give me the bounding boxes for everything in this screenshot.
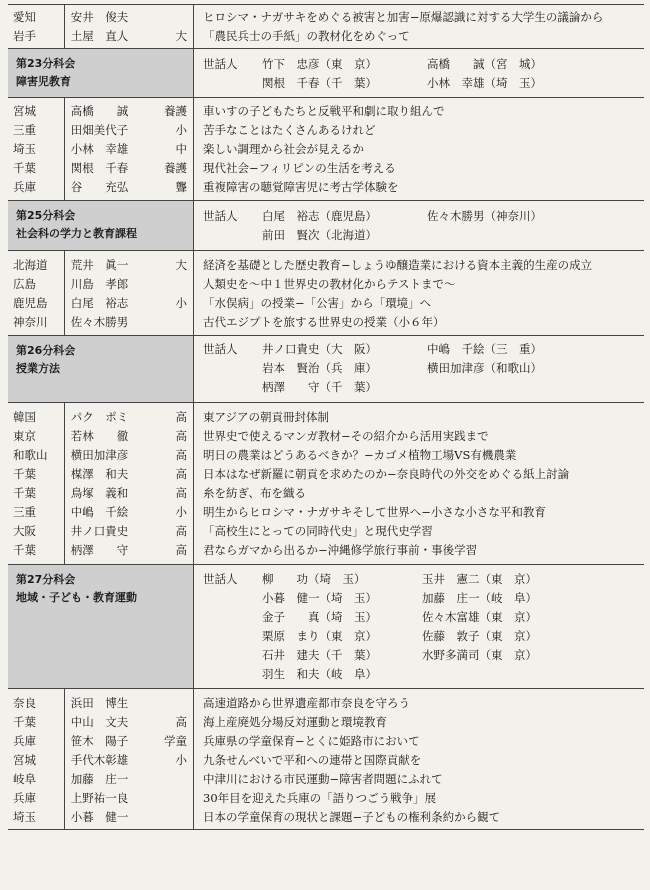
school-type: 高 (175, 524, 188, 538)
topic-row (194, 732, 644, 751)
school-type (155, 313, 193, 332)
author-name: 谷 充弘 (70, 180, 129, 194)
author-row (8, 484, 193, 503)
coordinator-name: 佐藤 敦子（東 京） (422, 629, 537, 643)
report-title: 現代社会−フィリピンの生活を考える (203, 161, 396, 175)
author-row (8, 121, 193, 140)
coordinator-label (194, 665, 262, 684)
author-name: 柄澤 守 (70, 543, 129, 557)
prefecture: 北海道 (13, 258, 48, 272)
coordinator-name: 水野多満司（東 京） (422, 648, 537, 662)
report-title: 明生からヒロシマ・ナガサキそして世界へ−小さな小さな平和教育 (203, 505, 546, 519)
author-row (8, 313, 193, 332)
coordinator-row (194, 226, 644, 245)
coordinator-row (194, 359, 644, 378)
column-divider (64, 98, 65, 200)
topic-row (194, 427, 644, 446)
prefecture: 三重 (13, 123, 36, 137)
prefecture: 三重 (13, 505, 36, 519)
topic-row (194, 121, 644, 140)
topic-row (194, 484, 644, 503)
session-number: 第23分科会 (16, 57, 76, 70)
entry-block (8, 250, 644, 335)
prefecture: 韓国 (13, 410, 36, 424)
prefecture: 千葉 (13, 715, 36, 729)
coordinator-name: 栗原 まり（東 京） (262, 629, 377, 643)
left-column (8, 98, 194, 200)
coordinator-row (194, 55, 644, 74)
author-name: 手代木彰雄 (70, 753, 129, 767)
report-title: 「農民兵士の手紙」の教材化をめぐって (203, 29, 410, 43)
left-column (8, 5, 194, 48)
session-title: 社会科の学力と教育課程 (16, 227, 137, 240)
document-page (8, 4, 644, 830)
author-name: 田畑美代子 (70, 123, 129, 137)
entry-block (8, 688, 644, 830)
coordinator-row (194, 570, 644, 589)
prefecture: 埼玉 (13, 142, 36, 156)
report-title: 「水俣病」の授業−「公害」から「環境」へ (203, 296, 432, 310)
report-title: 東アジアの朝貢冊封体制 (203, 410, 330, 424)
coordinator-label (194, 226, 262, 245)
author-list (8, 102, 193, 197)
session-number: 第26分科会 (16, 344, 76, 357)
coordinator-name: 井ノ口貴史（大 阪） (262, 342, 377, 356)
coordinator-name: 小林 幸雄（埼 玉） (427, 76, 542, 90)
author-row (8, 275, 193, 294)
prefecture: 岩手 (13, 29, 36, 43)
report-title: 日本の学童保育の現状と課題−子どもの権利条約から観て (203, 810, 501, 824)
right-column (194, 565, 644, 688)
coordinator-name: 金子 真（埼 玉） (262, 610, 377, 624)
school-type (155, 808, 193, 827)
author-row (8, 159, 193, 178)
coordinator-name (427, 378, 644, 397)
school-type: 高 (175, 448, 188, 462)
author-list (8, 694, 193, 827)
entry-block (8, 97, 644, 200)
prefecture: 千葉 (13, 161, 36, 175)
author-row (8, 713, 193, 732)
coordinator-label: 世話人 (203, 342, 238, 356)
school-type: 高 (175, 715, 188, 729)
session-title: 授業方法 (16, 362, 60, 375)
topic-list (194, 408, 644, 560)
author-list (8, 8, 193, 46)
author-name: 笹木 陽子 (70, 734, 129, 748)
topic-row (194, 713, 644, 732)
author-row (8, 465, 193, 484)
coordinator-label (194, 646, 262, 665)
coordinator-row (194, 627, 644, 646)
report-title: 人類史を〜中１世界史の教材化からテストまで〜 (203, 277, 456, 291)
topic-row (194, 140, 644, 159)
coordinator-name: 前田 賢次（北海道） (262, 228, 377, 242)
coordinator-name: 柄澤 守（千 葉） (262, 380, 377, 394)
session-title: 地域・子ども・教育運動 (16, 591, 137, 604)
topic-row (194, 178, 644, 197)
report-title: 糸を紡ぎ、布を織る (203, 486, 307, 500)
topic-row (194, 446, 644, 465)
section-header (8, 335, 644, 402)
school-type: 養護 (164, 104, 188, 118)
author-row (8, 27, 193, 46)
topic-row (194, 408, 644, 427)
topic-row (194, 789, 644, 808)
topic-list (194, 256, 644, 332)
author-name: 鳥塚 義和 (70, 486, 129, 500)
school-type: 高 (175, 410, 188, 424)
coordinator-row (194, 646, 644, 665)
left-column (8, 49, 194, 97)
coordinator-name: 小暮 健一（埼 玉） (262, 591, 377, 605)
school-type (155, 8, 193, 27)
topic-row (194, 770, 644, 789)
coordinator-label: 世話人 (203, 572, 238, 586)
prefecture: 兵庫 (13, 180, 36, 194)
author-name: 浜田 博生 (70, 696, 129, 710)
author-row (8, 694, 193, 713)
author-name: 白尾 裕志 (70, 296, 129, 310)
school-type: 養護 (164, 161, 188, 175)
author-name: 中嶋 千絵 (70, 505, 129, 519)
coordinator-name: 中嶋 千絵（三 重） (427, 342, 542, 356)
topic-row (194, 808, 644, 827)
coordinator-row (194, 207, 644, 226)
school-type: 聾 (175, 180, 188, 194)
author-name: 井ノ口貴史 (70, 524, 129, 538)
left-column (8, 201, 194, 250)
left-column (8, 689, 194, 829)
section-header (8, 564, 644, 688)
prefecture: 東京 (13, 429, 36, 443)
author-row (8, 102, 193, 121)
report-title: 君ならガマから出るか−沖縄修学旅行事前・事後学習 (203, 543, 478, 557)
coordinator-name: 加藤 庄一（岐 阜） (422, 591, 537, 605)
coordinator-label: 世話人 (203, 57, 238, 71)
author-name: 高橋 誠 (70, 104, 129, 118)
prefecture: 鹿児島 (13, 296, 48, 310)
prefecture: 大阪 (13, 524, 36, 538)
school-type (155, 770, 193, 789)
coordinator-name: 柳 功（埼 玉） (262, 572, 366, 586)
author-name: 関根 千春 (70, 161, 129, 175)
author-name: 佐々木勝男 (70, 315, 129, 329)
author-row (8, 8, 193, 27)
report-title: 楽しい調理から社会が見えるか (203, 142, 364, 156)
author-name: 川島 孝郎 (70, 277, 129, 291)
session-number: 第27分科会 (16, 573, 76, 586)
report-title: 中津川における市民運動−障害者問題にふれて (203, 772, 443, 786)
author-name: パク ポミ (70, 410, 129, 424)
author-row (8, 256, 193, 275)
coordinator-label (194, 378, 262, 397)
prefecture: 岐阜 (13, 772, 36, 786)
school-type: 小 (175, 296, 188, 310)
school-type: 小 (175, 753, 188, 767)
author-row (8, 770, 193, 789)
coordinator-name: 羽生 和夫（岐 阜） (262, 667, 377, 681)
coordinator-name (427, 226, 644, 245)
author-row (8, 732, 193, 751)
topic-row (194, 313, 644, 332)
author-row (8, 446, 193, 465)
author-row (8, 789, 193, 808)
topic-row (194, 159, 644, 178)
author-name: 加藤 庄一 (70, 772, 129, 786)
author-row (8, 751, 193, 770)
prefecture: 和歌山 (13, 448, 48, 462)
prefecture: 神奈川 (13, 315, 48, 329)
report-title: 海上産廃処分場反対運動と環境教育 (203, 715, 387, 729)
school-type (155, 694, 193, 713)
prefecture: 広島 (13, 277, 36, 291)
author-row (8, 541, 193, 560)
school-type: 中 (175, 142, 188, 156)
prefecture: 宮城 (13, 104, 36, 118)
prefecture: 兵庫 (13, 791, 36, 805)
school-type: 高 (175, 486, 188, 500)
prefecture: 千葉 (13, 543, 36, 557)
topic-row (194, 522, 644, 541)
coordinator-row (194, 608, 644, 627)
report-title: 「高校生にとっての同時代史」と現代史学習 (203, 524, 433, 538)
right-column (194, 49, 644, 97)
author-row (8, 294, 193, 313)
coordinator-name: 玉井 憲二（東 京） (422, 572, 537, 586)
author-name: 小暮 健一 (70, 810, 129, 824)
coordinator-row (194, 340, 644, 359)
topic-row (194, 465, 644, 484)
author-list (8, 408, 193, 560)
coordinator-label: 世話人 (203, 209, 238, 223)
right-column (194, 251, 644, 335)
report-title: 経済を基礎とした歴史教育−しょうゆ醸造業における資本主義的生産の成立 (203, 258, 593, 272)
author-name: 上野祐一良 (70, 791, 129, 805)
topic-row (194, 102, 644, 121)
coordinator-name: 石井 建夫（千 葉） (262, 648, 377, 662)
left-column (8, 336, 194, 402)
column-divider (64, 5, 65, 48)
coordinator-row (194, 378, 644, 397)
coordinator-name (422, 665, 644, 684)
author-name: 横田加津彦 (70, 448, 129, 462)
topic-row (194, 27, 644, 46)
entry-block (8, 402, 644, 564)
right-column (194, 5, 644, 48)
section-header (8, 48, 644, 97)
session-number: 第25分科会 (16, 209, 76, 222)
report-title: 重複障害の聴覚障害児に考古学体験を (203, 180, 399, 194)
report-title: 九条せんべいで平和への連帯と国際貢献を (203, 753, 422, 767)
school-type: 高 (175, 467, 188, 481)
school-type: 小 (175, 123, 188, 137)
school-type: 小 (175, 505, 188, 519)
author-row (8, 427, 193, 446)
report-title: 古代エジプトを旅する世界史の授業（小６年） (203, 315, 445, 329)
author-name: 安井 俊夫 (70, 10, 129, 24)
left-column (8, 403, 194, 564)
report-title: 兵庫県の学童保育−とくに姫路市において (203, 734, 420, 748)
right-column (194, 403, 644, 564)
author-row (8, 522, 193, 541)
prefecture: 千葉 (13, 467, 36, 481)
coordinator-name: 高橋 誠（宮 城） (427, 57, 542, 71)
coordinator-name: 佐々木勝男（神奈川） (427, 209, 542, 223)
school-type: 大 (175, 29, 188, 43)
author-row (8, 140, 193, 159)
author-name: 中山 文夫 (70, 715, 129, 729)
left-column (8, 251, 194, 335)
right-column (194, 201, 644, 250)
topic-row (194, 275, 644, 294)
coordinator-name: 白尾 裕志（鹿児島） (262, 209, 377, 223)
section-header (8, 200, 644, 250)
author-name: 小林 幸雄 (70, 142, 129, 156)
prefecture: 千葉 (13, 486, 36, 500)
topic-row (194, 256, 644, 275)
school-type (155, 789, 193, 808)
report-title: 高速道路から世界遺産都市奈良を守ろう (203, 696, 410, 710)
coordinator-row (194, 74, 644, 93)
coordinator-name: 岩本 賢治（兵 庫） (262, 361, 377, 375)
session-title: 障害児教育 (16, 75, 71, 88)
topic-list (194, 8, 644, 46)
topic-row (194, 751, 644, 770)
prefecture: 兵庫 (13, 734, 36, 748)
report-title: 世界史で使えるマンガ教材−その紹介から活用実践まで (203, 429, 489, 443)
coordinator-name: 関根 千春（千 葉） (262, 76, 377, 90)
right-column (194, 336, 644, 402)
coordinator-label (194, 627, 262, 646)
report-title: ヒロシマ・ナガサキをめぐる被害と加害−原爆認識に対する大学生の議論から (203, 10, 604, 24)
topic-row (194, 294, 644, 313)
prefecture: 愛知 (13, 10, 36, 24)
school-type: 高 (175, 543, 188, 557)
topic-row (194, 503, 644, 522)
right-column (194, 98, 644, 200)
topic-row (194, 541, 644, 560)
entry-block (8, 4, 644, 48)
coordinator-name: 竹下 忠彦（東 京） (262, 57, 377, 71)
coordinator-label (194, 74, 262, 93)
author-row (8, 808, 193, 827)
author-row (8, 178, 193, 197)
coordinator-row (194, 589, 644, 608)
topic-row (194, 694, 644, 713)
author-name: 荒井 眞一 (70, 258, 129, 272)
coordinator-name: 横田加津彦（和歌山） (427, 361, 542, 375)
coordinator-label (194, 608, 262, 627)
column-divider (64, 403, 65, 564)
report-title: 車いすの子どもたちと反戦平和劇に取り組んで (203, 104, 445, 118)
school-type: 大 (175, 258, 188, 272)
report-title: 苦手なことはたくさんあるけれど (203, 123, 376, 137)
right-column (194, 689, 644, 829)
topic-list (194, 102, 644, 197)
author-name: 若林 徹 (70, 429, 129, 443)
coordinator-row (194, 665, 644, 684)
prefecture: 埼玉 (13, 810, 36, 824)
author-row (8, 503, 193, 522)
school-type: 高 (175, 429, 188, 443)
prefecture: 奈良 (13, 696, 36, 710)
report-title: 明日の農業はどうあるべきか？−カゴメ植物工場VS有機農業 (203, 448, 517, 462)
report-title: 30年目を迎えた兵庫の「語りつごう戦争」展 (203, 791, 437, 805)
coordinator-label (194, 359, 262, 378)
left-column (8, 565, 194, 688)
prefecture: 宮城 (13, 753, 36, 767)
report-title: 日本はなぜ新羅に朝貢を求めたのか−奈良時代の外交をめぐる紙上討論 (203, 467, 570, 481)
author-row (8, 408, 193, 427)
author-name: 土屋 直人 (70, 29, 129, 43)
school-type (155, 275, 193, 294)
column-divider (64, 251, 65, 335)
topic-row (194, 8, 644, 27)
school-type: 学童 (164, 734, 188, 748)
author-list (8, 256, 193, 332)
column-divider (64, 689, 65, 829)
topic-list (194, 694, 644, 827)
coordinator-name: 佐々木富雄（東 京） (422, 610, 537, 624)
coordinator-label (194, 589, 262, 608)
author-name: 楳澤 和夫 (70, 467, 129, 481)
